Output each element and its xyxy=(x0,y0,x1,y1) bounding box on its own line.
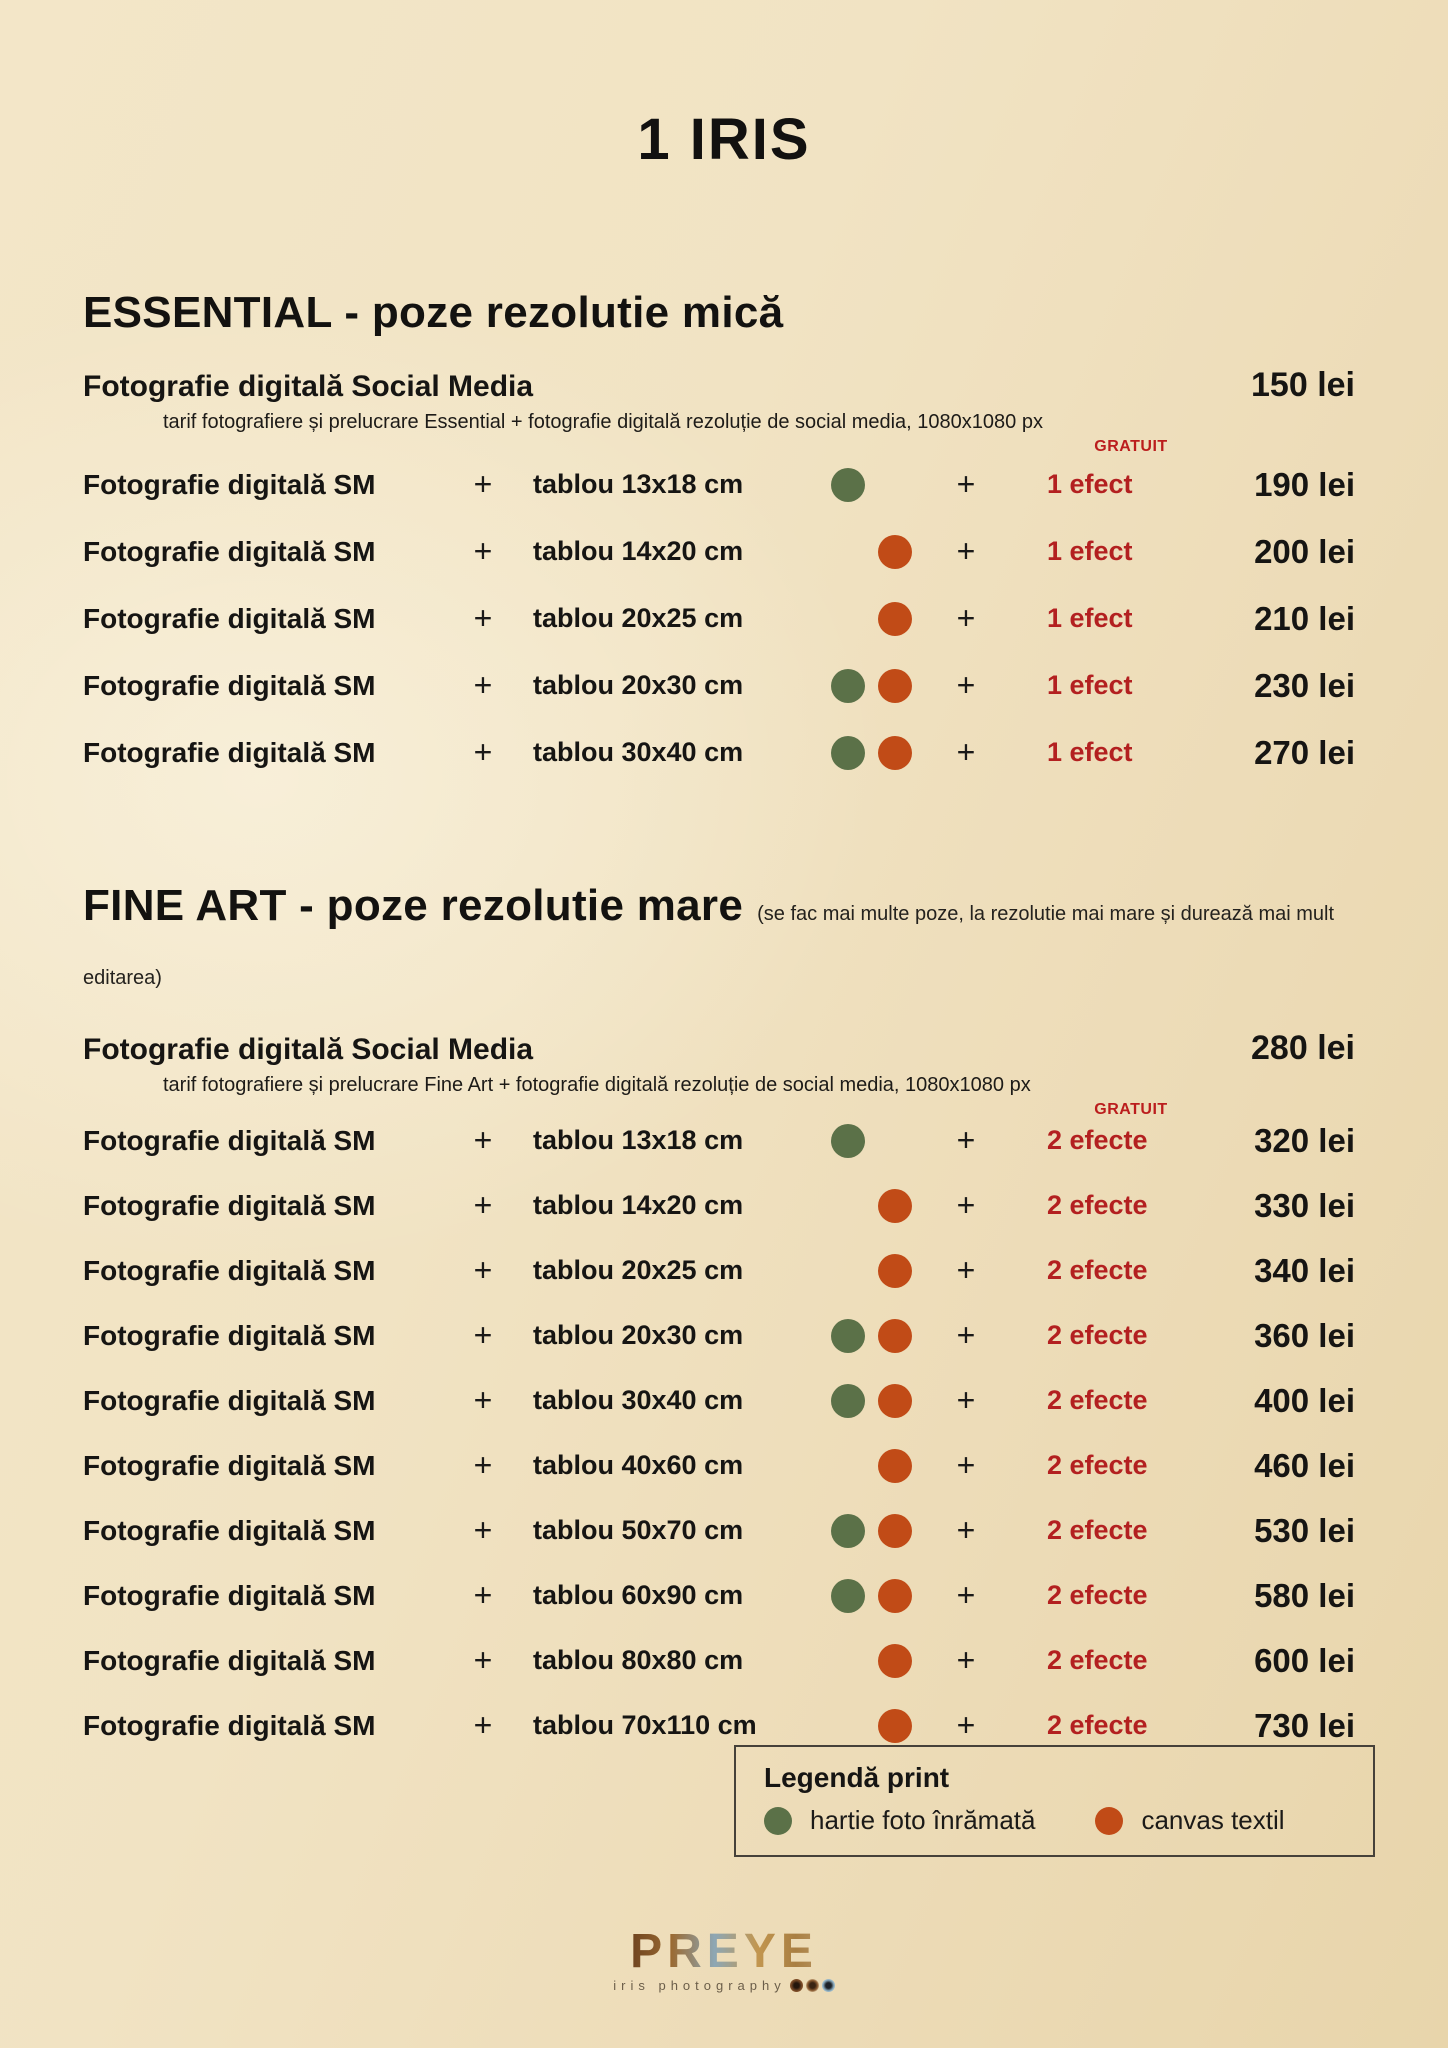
row-price: 460 lei xyxy=(1254,1446,1355,1484)
green-dot-icon xyxy=(831,1124,865,1158)
plus-icon: + xyxy=(473,1187,493,1223)
plus-icon: + xyxy=(473,533,493,569)
legend-label-orange: canvas textil xyxy=(1141,1805,1285,1835)
plus-icon: + xyxy=(956,1187,976,1223)
plus-icon: + xyxy=(956,533,976,569)
table-row xyxy=(83,1628,1355,1693)
tariff-note: tarif fotografiere și prelucrare Essential + fotografie digitală rezoluție de social media, 1080x1080 px xyxy=(163,411,1043,433)
row-label: Fotografie digitală SM xyxy=(83,1384,376,1416)
base-offer-price: 280 lei xyxy=(1251,1029,1355,1067)
print-type-dots xyxy=(811,1644,931,1678)
row-item: tablou 13x18 cm xyxy=(533,469,744,499)
plus-icon: + xyxy=(956,1577,976,1613)
price-section xyxy=(83,878,1355,1758)
green-dot-icon xyxy=(831,1319,865,1353)
row-item: tablou 30x40 cm xyxy=(533,1385,744,1415)
row-price: 600 lei xyxy=(1254,1641,1355,1679)
row-price: 360 lei xyxy=(1254,1316,1355,1354)
print-type-dots xyxy=(811,1124,931,1158)
tariff-note: tarif fotografiere și prelucrare Fine Art + fotografie digitală rezoluție de social media, 1080x1080 px xyxy=(163,1074,1031,1096)
table-row xyxy=(83,652,1355,719)
row-label: Fotografie digitală SM xyxy=(83,736,376,768)
green-dot-icon xyxy=(831,736,865,770)
print-type-dots xyxy=(811,468,931,502)
brand-logo xyxy=(0,1925,1448,1993)
row-label: Fotografie digitală SM xyxy=(83,1189,376,1221)
price-rows xyxy=(83,451,1355,786)
plus-icon: + xyxy=(956,1707,976,1743)
base-offer-label: Fotografie digitală Social Media xyxy=(83,370,534,403)
print-type-dots xyxy=(811,1254,931,1288)
green-dot-icon xyxy=(831,1384,865,1418)
row-effect: 1 efect xyxy=(1047,603,1133,633)
row-effect: 2 efecte xyxy=(1047,1190,1148,1220)
gratuit-badge: GRATUIT xyxy=(1094,1101,1168,1118)
orange-dot-icon xyxy=(878,602,912,636)
row-item: tablou 14x20 cm xyxy=(533,1190,744,1220)
orange-dot-icon xyxy=(878,669,912,703)
print-type-dots xyxy=(811,1384,931,1418)
plus-icon: + xyxy=(956,667,976,703)
green-dot-icon xyxy=(831,669,865,703)
row-effect: 1 efect xyxy=(1047,737,1133,767)
table-row xyxy=(83,518,1355,585)
row-effect: 2 efecte xyxy=(1047,1320,1148,1350)
row-price: 230 lei xyxy=(1254,666,1355,704)
plus-icon: + xyxy=(956,600,976,636)
table-row xyxy=(83,1433,1355,1498)
orange-dot-icon xyxy=(878,736,912,770)
logo-tagline-row xyxy=(0,1978,1448,1993)
print-type-dots xyxy=(811,736,931,770)
row-price: 210 lei xyxy=(1254,599,1355,637)
row-label: Fotografie digitală SM xyxy=(83,1254,376,1286)
row-price: 340 lei xyxy=(1254,1251,1355,1289)
print-type-dots xyxy=(811,669,931,703)
plus-icon: + xyxy=(473,1382,493,1418)
price-section xyxy=(83,285,1355,786)
table-row xyxy=(83,1368,1355,1433)
print-type-dots xyxy=(811,1514,931,1548)
row-item: tablou 40x60 cm xyxy=(533,1450,744,1480)
print-type-dots xyxy=(811,602,931,636)
iris-icon xyxy=(822,1979,835,1992)
iris-icon xyxy=(806,1979,819,1992)
row-effect: 2 efecte xyxy=(1047,1385,1148,1415)
plus-icon: + xyxy=(473,1707,493,1743)
plus-icon: + xyxy=(956,1447,976,1483)
orange-dot-icon xyxy=(878,1579,912,1613)
plus-icon: + xyxy=(473,1577,493,1613)
plus-icon: + xyxy=(473,1447,493,1483)
row-price: 270 lei xyxy=(1254,733,1355,771)
plus-icon: + xyxy=(473,734,493,770)
row-item: tablou 60x90 cm xyxy=(533,1580,744,1610)
row-price: 730 lei xyxy=(1254,1706,1355,1744)
plus-icon: + xyxy=(956,1382,976,1418)
section-heading: ESSENTIAL - poze rezolutie mică xyxy=(83,288,784,337)
row-price: 530 lei xyxy=(1254,1511,1355,1549)
row-label: Fotografie digitală SM xyxy=(83,1644,376,1676)
base-offer-row xyxy=(83,1026,1355,1072)
orange-dot-icon xyxy=(878,535,912,569)
row-effect: 1 efect xyxy=(1047,670,1133,700)
iris-icon xyxy=(790,1979,803,1992)
table-row xyxy=(83,451,1355,518)
legend-items xyxy=(764,1805,1373,1836)
row-price: 400 lei xyxy=(1254,1381,1355,1419)
row-price: 580 lei xyxy=(1254,1576,1355,1614)
row-effect: 2 efecte xyxy=(1047,1515,1148,1545)
print-type-dots xyxy=(811,1319,931,1353)
table-row xyxy=(83,1563,1355,1628)
base-offer-label: Fotografie digitală Social Media xyxy=(83,1033,534,1066)
print-type-dots xyxy=(811,1189,931,1223)
plus-icon: + xyxy=(473,1317,493,1353)
row-effect: 2 efecte xyxy=(1047,1125,1148,1155)
row-item: tablou 20x30 cm xyxy=(533,1320,744,1350)
logo-tagline: iris photography xyxy=(613,1978,786,1993)
row-item: tablou 20x25 cm xyxy=(533,1255,744,1285)
orange-dot-icon xyxy=(878,1644,912,1678)
row-label: Fotografie digitală SM xyxy=(83,1514,376,1546)
row-price: 320 lei xyxy=(1254,1121,1355,1159)
table-row xyxy=(83,1173,1355,1238)
price-sections xyxy=(0,285,1448,1758)
row-label: Fotografie digitală SM xyxy=(83,468,376,500)
plus-icon: + xyxy=(956,1252,976,1288)
plus-icon: + xyxy=(956,734,976,770)
row-effect: 2 efecte xyxy=(1047,1450,1148,1480)
green-dot-icon xyxy=(831,1514,865,1548)
plus-icon: + xyxy=(473,1512,493,1548)
iris-icons xyxy=(790,1979,835,1992)
plus-icon: + xyxy=(473,667,493,703)
plus-icon: + xyxy=(473,600,493,636)
green-dot-icon xyxy=(831,1579,865,1613)
row-price: 330 lei xyxy=(1254,1186,1355,1224)
print-type-dots xyxy=(811,1579,931,1613)
row-label: Fotografie digitală SM xyxy=(83,1579,376,1611)
table-row xyxy=(83,719,1355,786)
row-label: Fotografie digitală SM xyxy=(83,602,376,634)
plus-icon: + xyxy=(956,1317,976,1353)
green-dot-icon xyxy=(831,468,865,502)
row-item: tablou 80x80 cm xyxy=(533,1645,744,1675)
row-item: tablou 20x30 cm xyxy=(533,670,744,700)
plus-icon: + xyxy=(956,1642,976,1678)
orange-dot-icon xyxy=(878,1384,912,1418)
row-label: Fotografie digitală SM xyxy=(83,1449,376,1481)
table-row xyxy=(83,1238,1355,1303)
row-effect: 2 efecte xyxy=(1047,1255,1148,1285)
row-price: 200 lei xyxy=(1254,532,1355,570)
plus-icon: + xyxy=(956,1512,976,1548)
row-effect: 1 efect xyxy=(1047,536,1133,566)
textile-canvas-dot-icon xyxy=(1095,1807,1123,1835)
price-rows xyxy=(83,1108,1355,1758)
row-item: tablou 30x40 cm xyxy=(533,737,744,767)
row-item: tablou 13x18 cm xyxy=(533,1125,744,1155)
plus-icon: + xyxy=(473,1642,493,1678)
legend-box xyxy=(734,1745,1375,1857)
print-type-dots xyxy=(811,1709,931,1743)
row-item: tablou 20x25 cm xyxy=(533,603,744,633)
table-row xyxy=(83,1303,1355,1368)
row-effect: 2 efecte xyxy=(1047,1710,1148,1740)
plus-icon: + xyxy=(473,1122,493,1158)
row-price: 190 lei xyxy=(1254,465,1355,503)
base-offer-price: 150 lei xyxy=(1251,366,1355,404)
orange-dot-icon xyxy=(878,1189,912,1223)
orange-dot-icon xyxy=(878,1319,912,1353)
base-offer-row xyxy=(83,363,1355,409)
plus-icon: + xyxy=(473,466,493,502)
orange-dot-icon xyxy=(878,1514,912,1548)
orange-dot-icon xyxy=(878,1709,912,1743)
row-label: Fotografie digitală SM xyxy=(83,1709,376,1741)
section-heading-note: (se fac mai multe poze, la rezolutie mai mare și durează mai mult editarea) xyxy=(83,903,1335,989)
logo-wordmark: PREYE xyxy=(630,1925,818,1978)
row-item: tablou 70x110 cm xyxy=(533,1710,757,1740)
row-effect: 2 efecte xyxy=(1047,1645,1148,1675)
plus-icon: + xyxy=(956,1122,976,1158)
orange-dot-icon xyxy=(878,1254,912,1288)
legend-title: Legendă print xyxy=(764,1762,950,1793)
row-item: tablou 14x20 cm xyxy=(533,536,744,566)
row-effect: 1 efect xyxy=(1047,469,1133,499)
plus-icon: + xyxy=(473,1252,493,1288)
gratuit-badge: GRATUIT xyxy=(1094,438,1168,455)
section-heading: FINE ART - poze rezolutie mare xyxy=(83,881,744,930)
page-title: 1 IRIS xyxy=(637,107,811,172)
row-item: tablou 50x70 cm xyxy=(533,1515,744,1545)
row-label: Fotografie digitală SM xyxy=(83,535,376,567)
print-type-dots xyxy=(811,1449,931,1483)
orange-dot-icon xyxy=(878,1449,912,1483)
print-type-dots xyxy=(811,535,931,569)
table-row xyxy=(83,585,1355,652)
row-label: Fotografie digitală SM xyxy=(83,1124,376,1156)
table-row xyxy=(83,1498,1355,1563)
row-label: Fotografie digitală SM xyxy=(83,669,376,701)
legend-label-green: hartie foto înrămată xyxy=(810,1805,1036,1835)
plus-icon: + xyxy=(956,466,976,502)
row-label: Fotografie digitală SM xyxy=(83,1319,376,1351)
row-effect: 2 efecte xyxy=(1047,1580,1148,1610)
framed-photo-paper-dot-icon xyxy=(764,1807,792,1835)
